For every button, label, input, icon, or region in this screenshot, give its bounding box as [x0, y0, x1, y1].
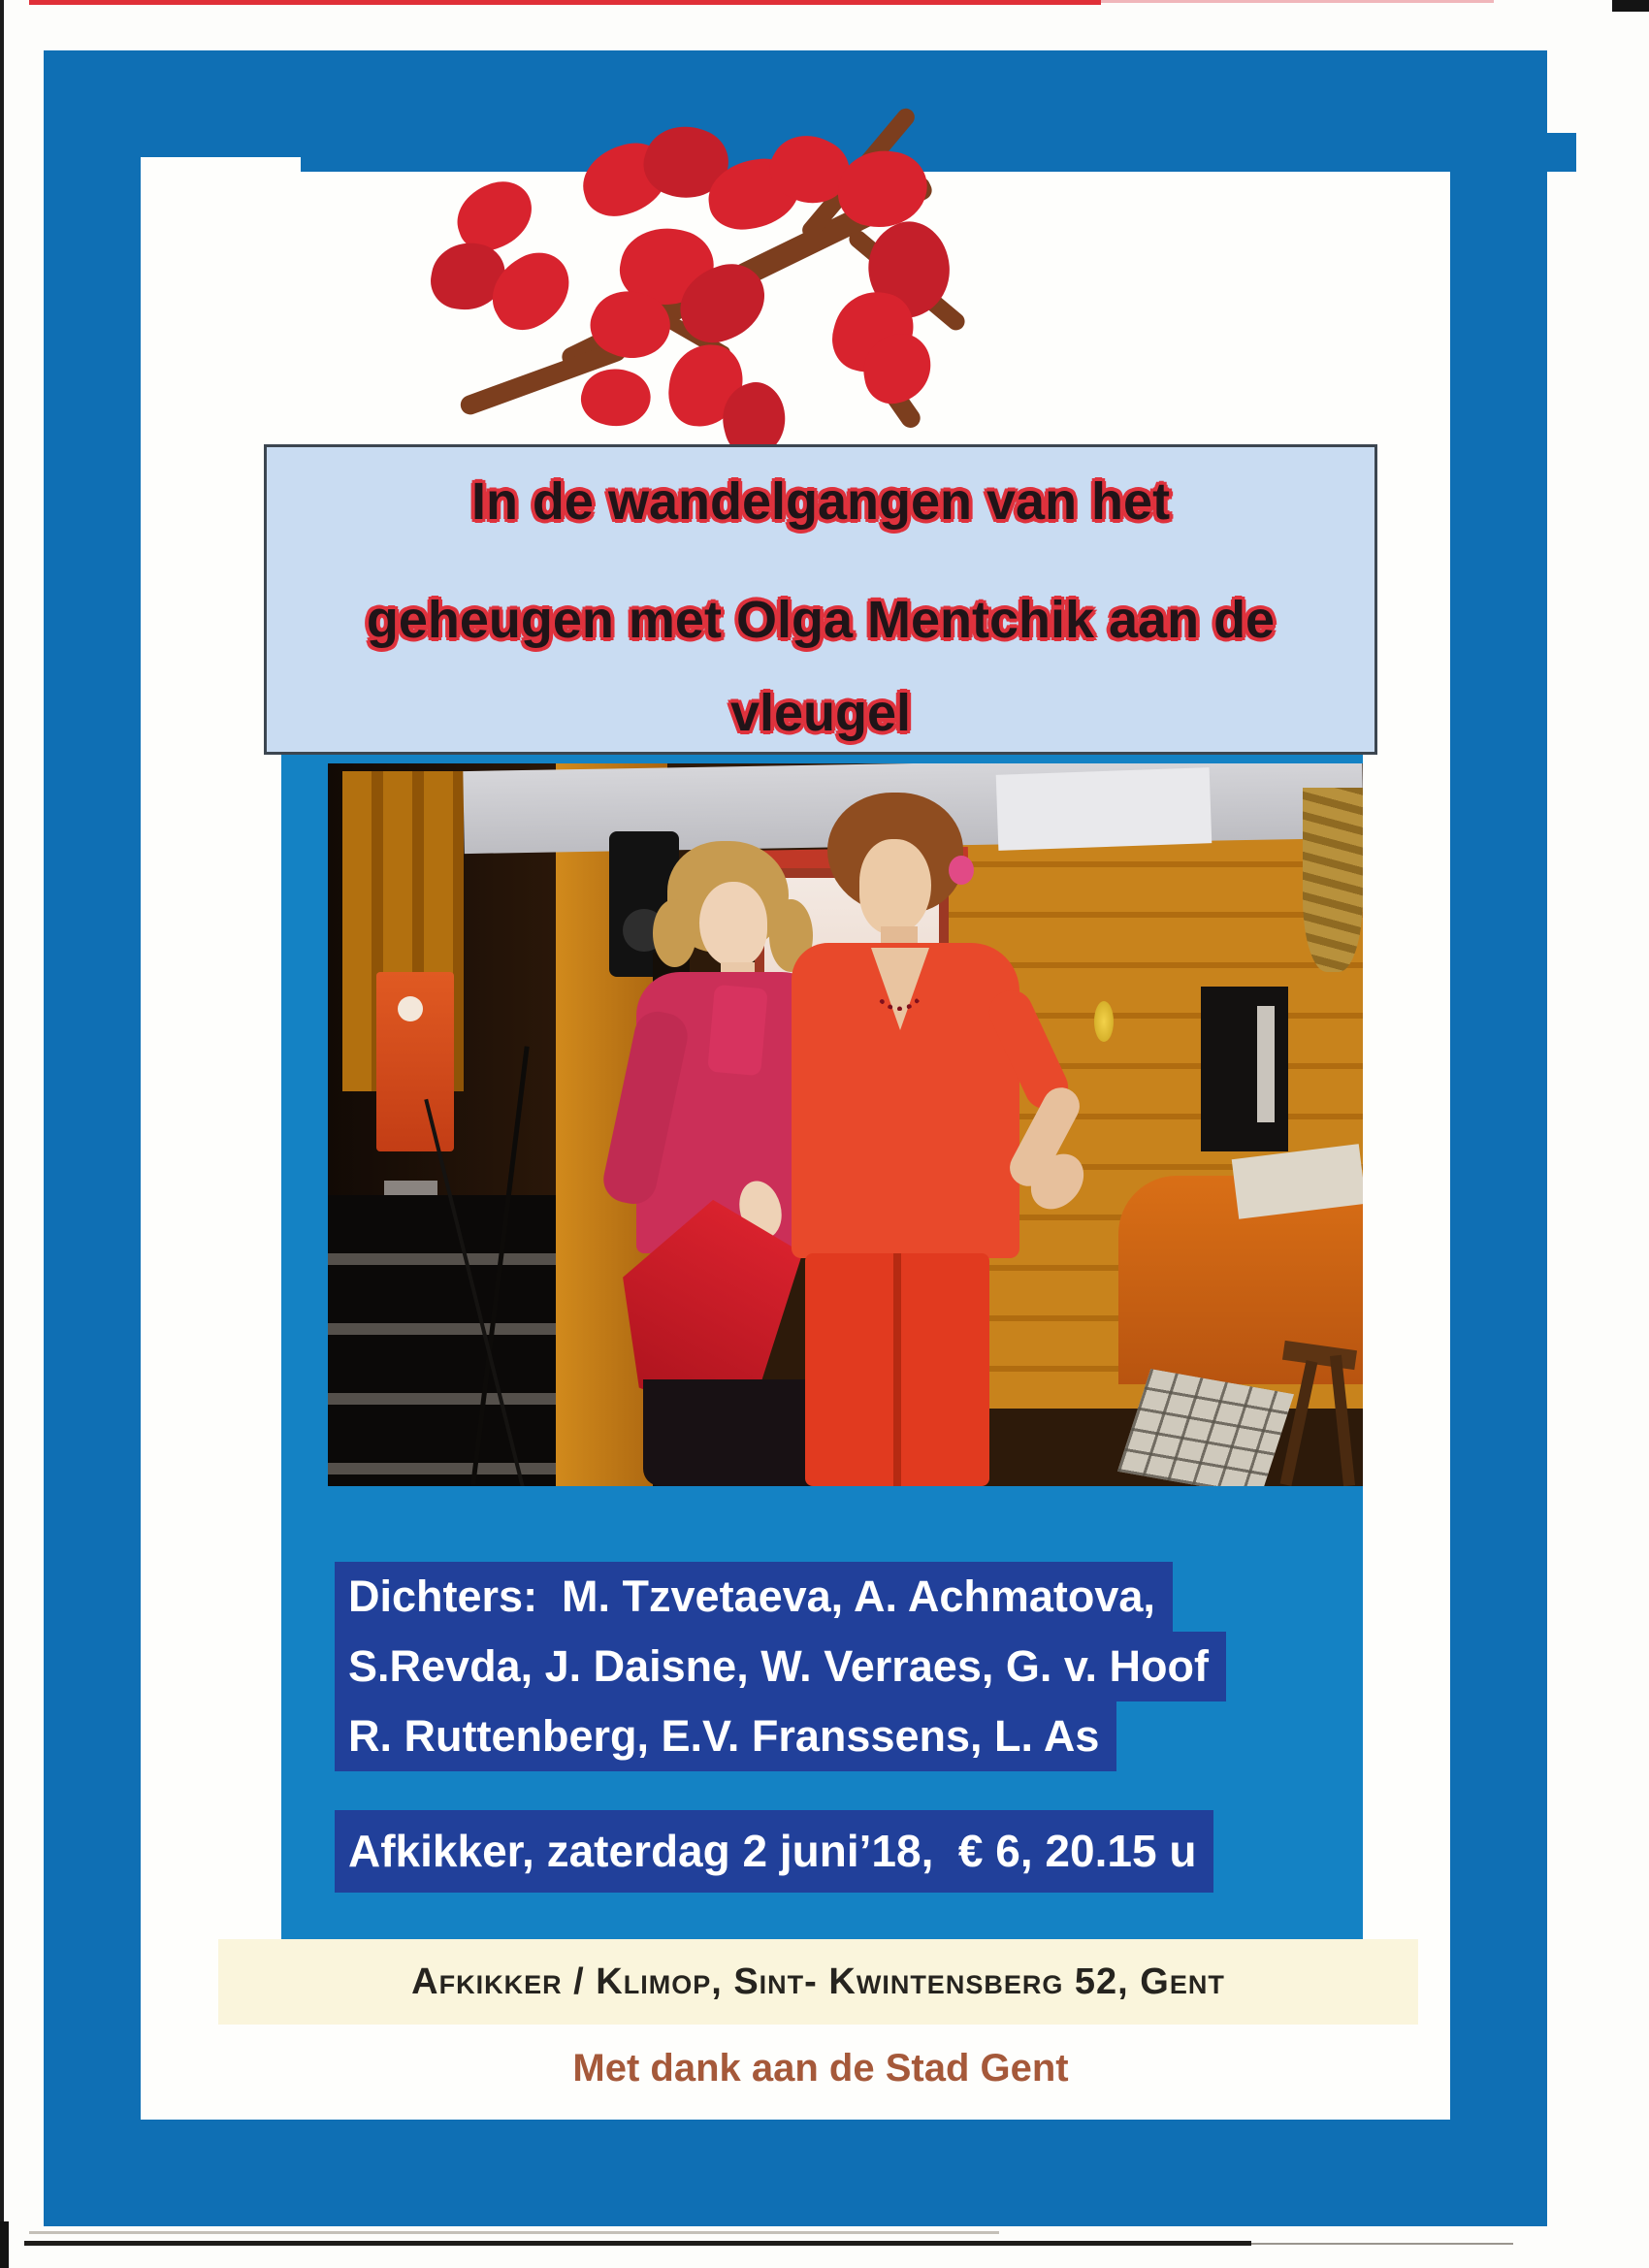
photo-woman-left-curl [653, 899, 696, 967]
title-line-1: In de wandelgangen van het [470, 472, 1171, 531]
photo-woman-right-flower-clip [949, 856, 974, 885]
thanks-block [264, 2047, 1377, 2090]
photo-hanging-basket [1303, 788, 1363, 972]
photo-black-poster-label [1257, 1006, 1275, 1122]
photo-woman-left-scarf-bow [707, 985, 768, 1076]
scan-edge-left [0, 0, 4, 2268]
frame-top-notch [141, 157, 301, 172]
scan-artifact-corner-mark [1612, 0, 1649, 12]
venue-band [218, 1939, 1418, 2025]
photo-ceiling-screen [996, 767, 1212, 851]
thanks-line: Met dank aan de Stad Gent [572, 2047, 1069, 2090]
photo-woman-right-necklace [869, 938, 929, 1011]
scan-artifact-red-line [29, 0, 1101, 5]
title-line-2: geheugen met Olga Mentchik aan de [366, 591, 1276, 649]
photo-wall-sconce [1094, 1001, 1114, 1042]
event-info-block [335, 1810, 1213, 1893]
poets-line-1: Dichters: M. Tzvetaeva, A. Achmatova, [335, 1562, 1173, 1632]
poets-line-3: R. Ruttenberg, E.V. Franssens, L. As [335, 1701, 1116, 1771]
poets-block [335, 1562, 1226, 1771]
scan-artifact-under-frame-shadow [29, 2231, 999, 2234]
event-info-line: Afkikker, zaterdag 2 juni’18, € 6, 20.15 u [335, 1810, 1213, 1893]
photo-bar-counter [328, 1195, 556, 1486]
venue-address: Afkikker / Klimop, Sint- Kwintensberg 52, Gent [411, 1960, 1225, 2002]
frame-right-tab [1547, 133, 1576, 172]
photo-left-poster-dot [398, 996, 423, 1021]
photo-black-poster-right [1201, 987, 1288, 1151]
title-line-3: vleugel [729, 684, 912, 742]
event-photo [328, 763, 1363, 1486]
title-banner [264, 444, 1377, 755]
photo-woman-left-face [699, 882, 767, 967]
photo-woman-right-pants [805, 1253, 989, 1486]
scan-artifact-bottom-line [24, 2241, 1251, 2246]
poets-line-2: S.Revda, J. Daisne, W. Verraes, G. v. Hoof [335, 1632, 1226, 1701]
scan-artifact-bottom-line-gray [1251, 2243, 1513, 2245]
scan-edge-left-bottom [0, 2221, 9, 2268]
scan-artifact-pink-line [1101, 0, 1494, 3]
